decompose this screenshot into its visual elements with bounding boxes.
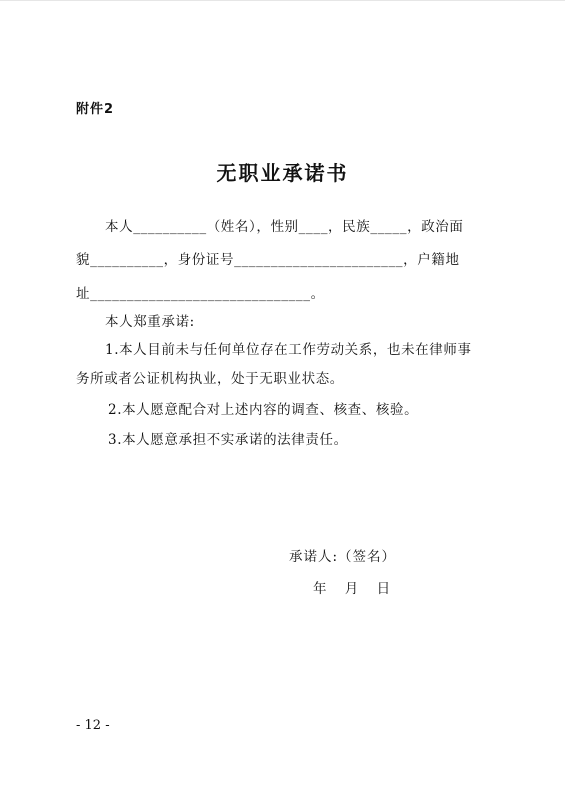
body-line: 貌__________，身份证号_______________________，户籍地	[76, 252, 460, 268]
body-line: 1.本人目前未与任何单位存在工作劳动关系，也未在律师事	[105, 342, 472, 358]
attachment-label: 附件2	[76, 102, 115, 117]
document-title: 无职业承诺书	[216, 161, 349, 185]
signer-label: 承诺人:（签名）	[289, 549, 397, 565]
body-line: 本人郑重承诺:	[105, 314, 195, 330]
signature-date	[313, 577, 404, 597]
page-number: - 12 -	[76, 718, 110, 733]
page-top-edge	[0, 0, 565, 1]
body-line: 务所或者公证机构执业，处于无职业状态。	[76, 371, 344, 387]
date-month-label: 月	[344, 581, 359, 597]
body-line: 3.本人愿意承担不实承诺的法律责任。	[108, 432, 348, 448]
body-line: 址______________________________。	[76, 286, 325, 302]
date-year-label: 年	[313, 581, 327, 597]
body-line: 本人__________（姓名），性别____，民族_____，政治面	[105, 219, 464, 235]
date-day-label: 日	[376, 581, 391, 597]
body-line: 2.本人愿意配合对上述内容的调查、核查、核验。	[108, 402, 419, 418]
